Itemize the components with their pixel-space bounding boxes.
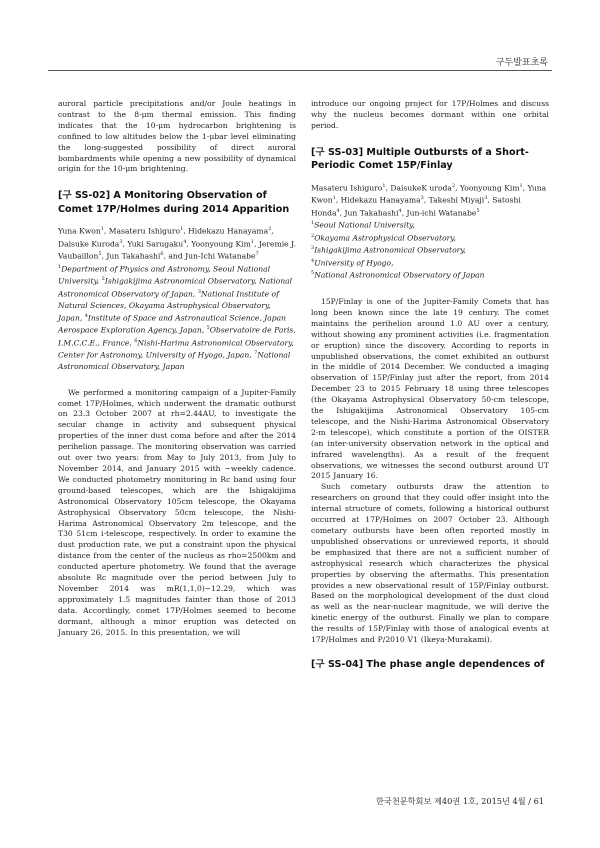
continuation-paragraph: introduce our ongoing project for 17P/Holmes and discuss why the nucleus becomes dormant within one orbital period. — [311, 99, 549, 130]
author: Hidekazu Hanayama — [340, 195, 421, 205]
abstract-title-ss02: [구 SS-02] A Monitoring Observation of Comet 17P/Holmes during 2014 Apparition — [58, 190, 290, 215]
affil-mark: 2 — [311, 232, 315, 239]
affil-mark: 1 — [311, 220, 315, 227]
author: Daisuke Kuroda — [58, 239, 120, 249]
author: Jeremie J. Vaubaillon — [58, 239, 296, 261]
affiliation: Observatoire de Paris, I.M.C.C.E., France, — [58, 325, 296, 348]
author-mark: 5 — [98, 251, 102, 258]
affiliation: Ishigakijima Astronomical Observatory, National Astronomical Observatory of Japan, — [58, 277, 293, 299]
author: Satoshi Honda — [311, 195, 521, 218]
affil-mark: 5 — [311, 270, 315, 277]
author-list-ss03: Masateru Ishiguro$^1$, DaisukeK uroda$^2$, Yoonyoung Kim$^1$, Yuna Kwon$^1$, Hidekazu Hanayama$^3$, Takeshi Miyaji$^3$, Satoshi Honda$^4$, Jun Takahashi$^4$, Jun-ichi Watanabe$^5$ — [311, 182, 547, 218]
author: Yoonyoung Kim — [459, 183, 520, 193]
affil-mark: 2 — [101, 276, 105, 283]
author-mark: 1 — [250, 238, 254, 245]
page-footer: 한국천문학회보 제40권 1호, 2015년 4월 / 61 — [376, 796, 544, 806]
author: Yuna Kwon — [311, 183, 547, 205]
author: DaisukeK uroda — [390, 183, 452, 193]
author-mark: 1 — [180, 226, 184, 233]
author-mark: 2 — [451, 182, 456, 189]
abstract-title-ss03: [구 SS-03] Multiple Outbursts of a Short-Periodic Comet 15P/Finlay — [311, 146, 529, 172]
header-divider — [48, 70, 552, 71]
author: Yuna Kwon — [58, 226, 101, 236]
affiliation: Institute of Space and Astronautical Science, Japan Aerospace Exploration Agency, Japan, — [58, 313, 287, 335]
affiliation: Department of Physics and Astronomy, Seoul National University, — [58, 264, 271, 286]
author: Jun Takahashi — [106, 251, 161, 261]
affiliations-ss02 — [58, 262, 296, 372]
abstract-title-ss04: [구 SS-04] The phase angle dependences of — [311, 658, 545, 670]
author: Masateru Ishiguro — [108, 226, 181, 236]
author-mark: 5 — [476, 207, 480, 214]
author: Hidekazu Hanayama — [188, 226, 269, 236]
affil-mark: 3 — [197, 289, 201, 295]
abstract-body-ss02: We performed a monitoring campaign of a Jupiter-Family comet 17P/Holmes, which underwent the dramatic outburst on 23.3 October 2007 at rh=2.44AU, to investigate the secular change in activity and subsequent physical properties of the inner dust coma before and after the 2014 perihelion passage. The monitoring observation was carried out over two years: from May to July 2013, from July to November 2014, and January 2015 with ~weekly cadence. We conducted photometry monitoring in Rc band using four ground-based telescopes, which are the Ishigakijima Astronomical Observatory 105cm telescope, the Okayama Astrophysical Observatory 50cm telescope, the Nishi-Harima Astronomical Observatory 2m telescope, and the T30 51cm i-telescope, respectively. In order to examine the dust production rate, we put a constraint upon the physical distance from the center of the nucleus as rho=2500km and conducted aperture photometry. We found that the average absolute Rc magnitude over the period between July to November 2014 was mR(1,1,0)~12.29, which was approximately 1.5 magnitudes fainter than those of 2013 data. Accordingly, comet 17P/Holmes seemed to become dormant, although a minor eruption was detected on January 26, 2015. In this presentation, we will — [58, 387, 296, 637]
affiliation: National Astronomical Observatory of Japan — [314, 270, 485, 280]
affil-mark: 6 — [134, 337, 138, 344]
author-mark: 4 — [183, 238, 187, 245]
author: and Jun-Ichi Watanabe — [168, 251, 256, 261]
author-mark: 7 — [255, 251, 259, 258]
intro-paragraph: auroral particle precipitations and/or Joule heatings in contrast to the 8-μm thermal emission. This finding indicates that the 10-μm hydrocarbon brightening is confined to low altitudes below the 1-μbar level eliminating the long-suggested possibility of direct auroral bombardments while opening a new possibility of dynamical origin for the 10-μm brightening. — [58, 99, 296, 174]
author-list-ss02: Yuna Kwon$^1$, Masateru Ishiguro$^1$, Hidekazu Hanayama$^2$, Daisuke Kuroda$^3$, Yuki Sarugaku$^4$, Yoonyoung Kim$^1$, Jeremie J. Vaubaillon$^5$, Jun Takahashi$^6$, and Jun-Ichi Watanabe$^7$ — [58, 226, 296, 261]
affiliation: National Institute of Natural Sciences, Okayama Astrophysical Observatory, Japan, — [58, 289, 279, 323]
author-mark: 1 — [382, 182, 386, 189]
author-mark: 3 — [484, 195, 488, 202]
author: Takeshi Miyaji — [428, 195, 485, 205]
author-mark: 1 — [519, 182, 523, 189]
author: Yuki Sarugaku — [127, 239, 184, 249]
affiliation: Okayama Astrophysical Observatory, — [314, 233, 456, 243]
affiliations-ss03 — [311, 218, 549, 281]
author-mark: 6 — [160, 251, 164, 258]
affil-mark: 1 — [58, 263, 62, 270]
affiliation: Nishi-Harima Astronomical Observatory, Center for Astronomy, University of Hyogo, Japan, — [58, 338, 294, 360]
left-column — [58, 99, 296, 639]
author-mark: 4 — [398, 207, 402, 214]
section-tag: 구두발표초록 — [495, 58, 548, 68]
author: Jun Takahashi — [344, 208, 399, 218]
affil-mark: 7 — [254, 350, 258, 357]
affil-mark: 3 — [311, 245, 315, 252]
right-column — [311, 99, 549, 671]
abstract-body-ss03-p2: Such cometary outbursts draw the attention to researchers on ground that they could offer insight into the internal structure of comets, following a historical outburst occurred at 17P/Holmes on 2007 October 23. Although cometary outbursts have been often reported mostly in unpublished observations or unreviewed reports, it should be emphasized that there are not a sufficient number of astrophysical research which characterizes the physical properties by observing the aftermaths. This presentation provides a new observational result of 15P/Finlay outburst. Based on the morphological development of the dust cloud as well as the near-nuclear magnitude, we will derive the kinetic energy of the outburst. Finally we plan to compare the results of 15P/Finlay with those of analogical events at 17P/Holmes and P/2010 V1 (Ikeya-Murakami). — [311, 482, 549, 645]
author-mark: 3 — [119, 238, 123, 245]
author-mark: 4 — [336, 207, 340, 214]
author-mark: 2 — [268, 226, 272, 233]
affil-mark: 4 — [311, 257, 315, 264]
affiliation: National Astronomical Observatory, Japan — [58, 350, 291, 371]
affiliation: University of Hyogo, — [314, 258, 394, 268]
affiliation: Seoul National University, — [314, 220, 415, 230]
author-mark: 1 — [100, 226, 104, 233]
abstract-body-ss03-p1: 15P/Finlay is one of the Jupiter-Family Comets that has long been known since the late 19 century. The comet maintains the perihelion around 1.0 AU over a century, without showing any prominent activities (i.e. fragmentation or eruption) since the discovery. According to reports in unpublished observations, the comet exhibited an outburst in the middle of 2014 December. We conducted a imaging observation of 15P/Finlay just after the report, from 2014 December 23 to 2015 February 18 using three telescopes (the Okayama Astrophysical Observatory 50-cm telescope, the Ishigakijima Astronomical Observatory 105-cm telescope, and the Nishi-Harima Astronomical Observatory 2-m telescope), which constitute a portion of the OISTER (an inter-university observation network in the optical and infrared wavelengths). As a result of the frequent observations, we witnesses the second outburst around UT 2015 January 16. — [311, 296, 549, 481]
author: Masateru Ishiguro — [311, 183, 383, 193]
author: Yoonyoung Kim — [191, 239, 251, 249]
affiliation: Ishigakijima Astronomical Observatory, — [314, 245, 466, 255]
author: Jun-ichi Watanabe — [406, 208, 477, 218]
author-mark: 1 — [332, 195, 336, 202]
affil-mark: 5 — [206, 325, 210, 332]
affil-mark: 4 — [84, 312, 88, 319]
author-mark: 3 — [420, 195, 424, 202]
